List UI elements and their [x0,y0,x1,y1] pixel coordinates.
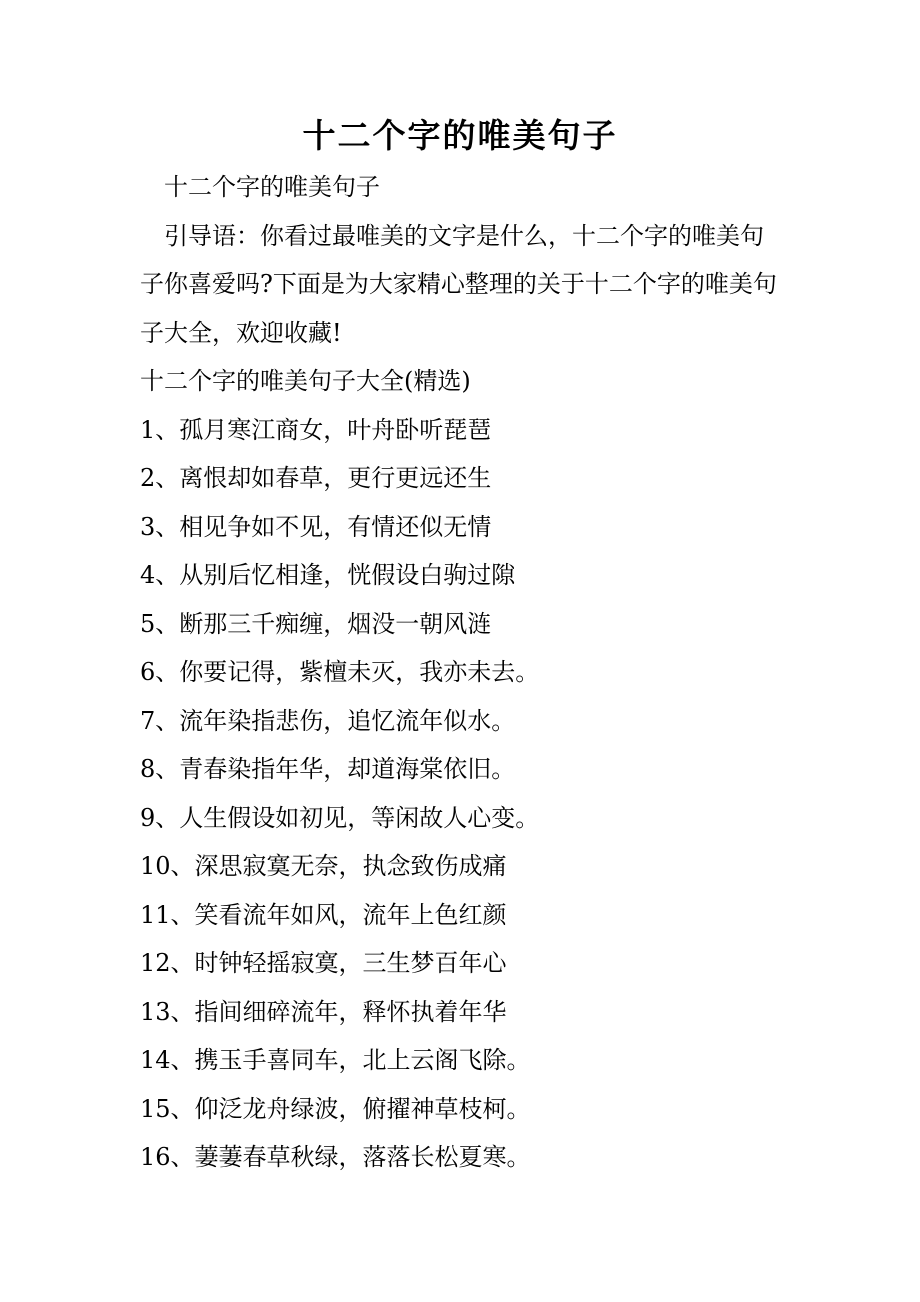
list-item: 11、笑看流年如风，流年上色红颜 [140,900,507,929]
list-item: 12、时钟轻摇寂寞，三生梦百年心 [140,949,507,977]
intro-paragraph: 引导语：你看过最唯美的文字是什么，十二个字的唯美句子你喜爱吗?下面是为大家精心整理的关于十二个字的唯美句子大全，欢迎收藏! [140,221,777,347]
document-body [140,163,780,1182]
list-item: 2、离恨却如春草，更行更远还生 [140,464,492,492]
sentence-list [140,406,780,1182]
list-item: 7、流年染指悲伤，追忆流年似水。 [140,706,516,735]
list-item: 13、指间细碎流年，释怀执着年华 [140,997,507,1026]
section-heading: 十二个字的唯美句子大全(精选) [140,367,471,395]
document-subtitle: 十二个字的唯美句子 [164,173,380,201]
list-item: 1、孤月寒江商女，叶舟卧听琵琶 [140,415,492,444]
document-title: 十二个字的唯美句子 [302,116,618,155]
list-item: 16、萋萋春草秋绿，落落长松夏寒。 [140,1143,531,1171]
list-item: 8、青春染指年华，却道海棠依旧。 [140,755,516,783]
list-item: 5、断那三千痴缠，烟没一朝风涟 [140,609,492,638]
list-item: 6、你要记得，紫檀未灭，我亦未去。 [140,658,540,686]
list-item: 3、相见争如不见，有情还似无情 [140,512,492,541]
list-item: 10、深思寂寞无奈，执念致伤成痛 [140,852,507,880]
list-item: 9、人生假设如初见，等闲故人心变。 [140,803,540,832]
list-item: 14、携玉手喜同车，北上云阁飞除。 [140,1046,531,1074]
list-item: 15、仰泛龙舟绿波，俯擢神草枝柯。 [140,1094,531,1123]
list-item: 4、从别后忆相逢，恍假设白驹过隙 [140,561,516,589]
